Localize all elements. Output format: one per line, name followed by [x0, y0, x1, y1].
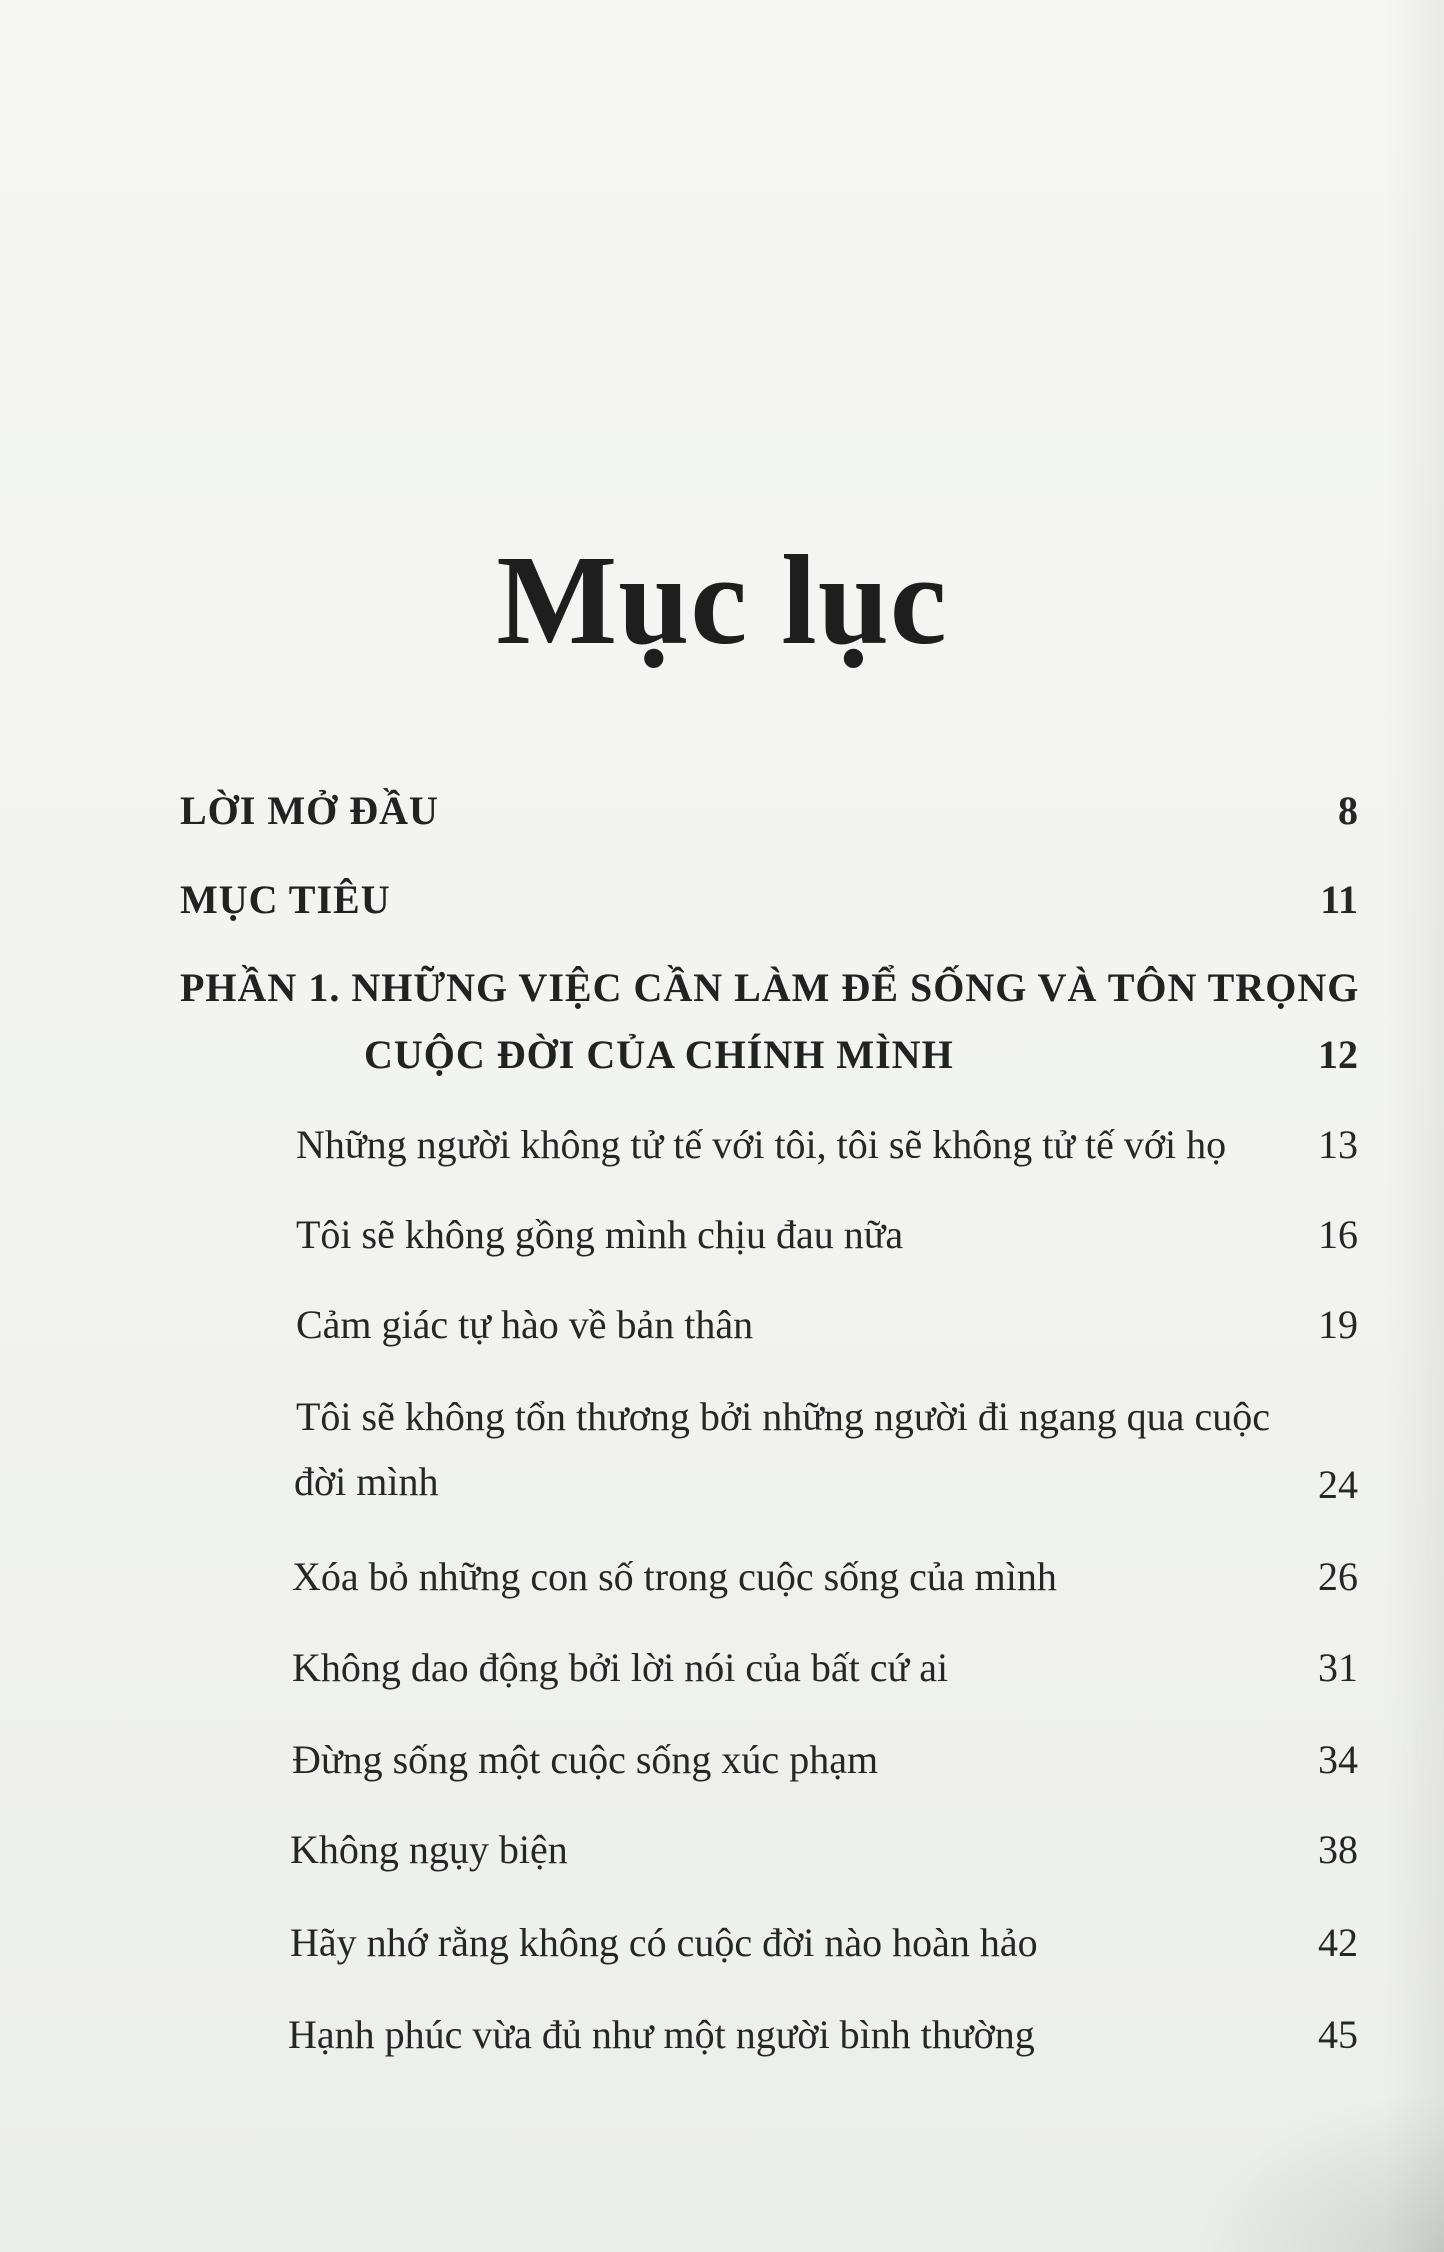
toc-item: Không dao động bởi lời nói của bất cứ ai: [292, 1645, 949, 1690]
toc-entry-part1-line1: PHẦN 1. NHỮNG VIỆC CẦN LÀM ĐỂ SỐNG VÀ TÔN TRỌNG: [180, 965, 1360, 1010]
toc-page-intro: 8: [1338, 788, 1358, 833]
toc-entry-part1-line2: CUỘC ĐỜI CỦA CHÍNH MÌNH: [364, 1032, 954, 1077]
toc-item: Tôi sẽ không gồng mình chịu đau nữa: [296, 1212, 904, 1257]
toc-item: Không ngụy biện: [290, 1827, 568, 1872]
toc-item-page: 26: [1318, 1554, 1358, 1599]
toc-item-continuation: đời mình: [294, 1459, 439, 1504]
toc-entry-intro: LỜI MỞ ĐẦU: [180, 788, 439, 833]
toc-page-goal: 11: [1320, 877, 1358, 922]
toc-item-page: 13: [1318, 1122, 1358, 1167]
toc-item-page: 42: [1318, 1920, 1358, 1965]
toc-item-page: 34: [1318, 1737, 1358, 1782]
toc-item-page: 24: [1318, 1462, 1358, 1507]
toc-item: Xóa bỏ những con số trong cuộc sống của mình: [292, 1554, 1057, 1599]
toc-item: Tôi sẽ không tổn thương bởi những người đi ngang qua cuộc: [296, 1394, 1270, 1439]
toc-item-page: 19: [1318, 1302, 1358, 1347]
toc-item: Hạnh phúc vừa đủ như một người bình thường: [288, 2012, 1035, 2057]
page-title: Mục lục: [496, 529, 948, 671]
toc-item: Cảm giác tự hào về bản thân: [296, 1302, 754, 1347]
toc-item-page: 38: [1318, 1827, 1358, 1872]
toc-item-page: 16: [1318, 1212, 1358, 1257]
toc-item-page: 45: [1318, 2012, 1358, 2057]
toc-item: Đừng sống một cuộc sống xúc phạm: [292, 1737, 879, 1782]
toc-item-page: 31: [1318, 1645, 1358, 1690]
toc-page-part1: 12: [1318, 1032, 1358, 1077]
toc-entry-goal: MỤC TIÊU: [180, 877, 391, 922]
toc-item: Hãy nhớ rằng không có cuộc đời nào hoàn hảo: [290, 1920, 1038, 1965]
toc-item: Những người không tử tế với tôi, tôi sẽ không tử tế với họ: [296, 1122, 1227, 1167]
